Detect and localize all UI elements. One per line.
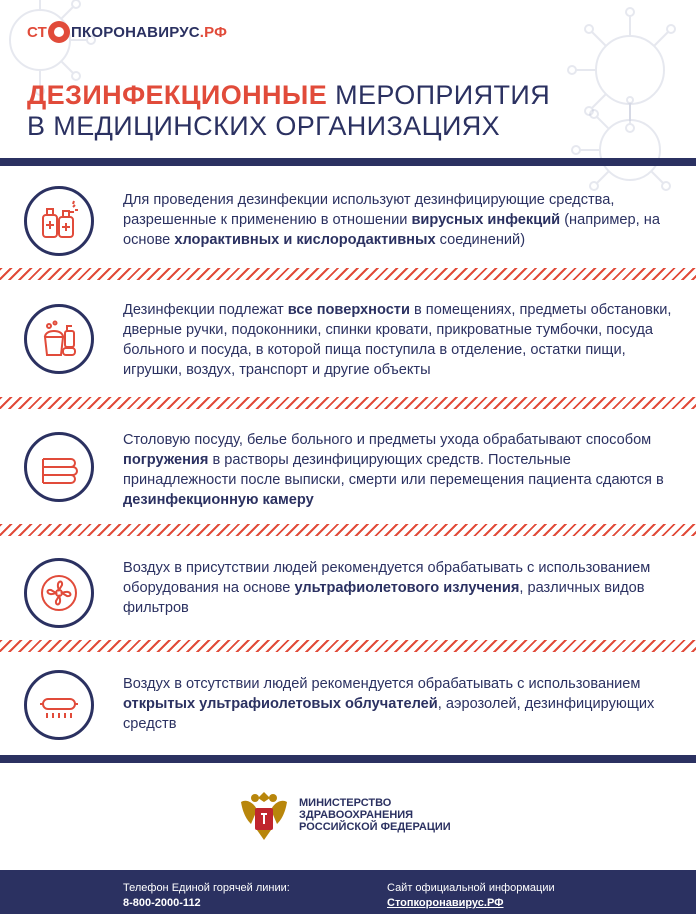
section-text xyxy=(123,430,683,510)
ministry-line: МИНИСТЕРСТВО xyxy=(299,797,392,809)
logo-text-part1: СТ xyxy=(27,23,48,41)
title-accent: ДЕЗИНФЕКЦИОННЫЕ xyxy=(27,80,328,110)
site-label: Сайт официальной информации xyxy=(387,882,555,894)
section-divider xyxy=(0,397,696,409)
site-link[interactable]: Стопкоронавирус.РФ xyxy=(387,897,504,909)
section-air-without-people xyxy=(0,654,696,754)
text-part: Столовую посуду, белье больного и предметы ухода обрабатывают способом xyxy=(123,432,652,448)
section-text xyxy=(123,190,683,250)
text-part: в помещениях, предметы обстановки, дверные ручки, подоконники, спинки кровати, прикроватные тумбочки, посуда больного и посуда, в которой пища поступила в отделение, остатки пищи, игрушки, воздух, транспорт и другие объекты xyxy=(123,302,672,378)
ministry-name xyxy=(299,797,451,833)
hotline-info xyxy=(123,881,290,911)
bottom-divider xyxy=(0,755,696,763)
ministry-line: РОССИЙСКОЙ ФЕДЕРАЦИИ xyxy=(299,821,451,833)
text-part: (например, на основе xyxy=(123,212,660,248)
section-disinfectants xyxy=(0,166,696,266)
section-text xyxy=(123,300,683,380)
text-bold: ультрафиолетового излучения xyxy=(294,580,520,596)
title-rest: МЕРОПРИЯТИЯ xyxy=(327,80,551,110)
virus-icon xyxy=(48,21,70,43)
text-part: Дезинфекции подлежат xyxy=(123,302,288,318)
text-bold: все поверхности xyxy=(287,302,410,318)
text-part: , аэрозолей, дезинфицирующих средств xyxy=(123,696,655,732)
site-info xyxy=(387,881,555,911)
hotline-label: Телефон Единой горячей линии: xyxy=(123,882,290,894)
text-bold: дезинфекционную камеру xyxy=(123,492,314,508)
text-part: в растворы дезинфицирующих средств. Постельные принадлежности после выписки, смерти или перемещения пациента сдаются в xyxy=(123,452,664,488)
coat-of-arms-icon xyxy=(237,784,291,846)
text-part: соединений) xyxy=(435,232,526,248)
text-bold: вирусных инфекций xyxy=(411,212,561,228)
logo-text-part3: .РФ xyxy=(199,23,228,41)
text-part: Воздух в отсутствии людей рекомендуется обрабатывать с использованием xyxy=(123,676,641,692)
uv-lamp-icon xyxy=(24,670,94,740)
cleaning-bucket-icon xyxy=(24,304,94,374)
ministry-logo xyxy=(237,784,451,846)
disinfectant-bottles-icon xyxy=(24,186,94,256)
page-title xyxy=(27,80,550,142)
section-divider xyxy=(0,268,696,280)
folded-linen-icon xyxy=(24,432,94,502)
stopcoronavirus-logo xyxy=(27,20,227,44)
section-linen xyxy=(0,410,696,522)
logo-text-part2: ПКОРОНАВИРУС xyxy=(71,23,200,41)
section-surfaces xyxy=(0,282,696,394)
section-divider xyxy=(0,524,696,536)
text-part: , различных видов фильтров xyxy=(123,580,645,616)
text-bold: хлорактивных и кислородактивных xyxy=(174,232,436,248)
title-line2: В МЕДИЦИНСКИХ ОРГАНИЗАЦИЯХ xyxy=(27,111,501,141)
section-air-with-people xyxy=(0,538,696,638)
section-text xyxy=(123,674,683,734)
section-divider xyxy=(0,640,696,652)
top-divider xyxy=(0,158,696,166)
fan-icon xyxy=(24,558,94,628)
text-bold: открытых ультрафиолетовых облучателей xyxy=(123,696,438,712)
text-bold: погружения xyxy=(123,452,209,468)
text-part: Для проведения дезинфекции используют дезинфицирующие средства, разрешенные к применению в отношении xyxy=(123,192,615,228)
hotline-number[interactable]: 8-800-2000-112 xyxy=(123,897,201,909)
text-part: Воздух в присутствии людей рекомендуется обрабатывать с использованием оборудования на основе xyxy=(123,560,651,596)
ministry-line: ЗДРАВООХРАНЕНИЯ xyxy=(299,809,414,821)
footer-bar xyxy=(0,870,696,914)
section-text xyxy=(123,558,683,618)
